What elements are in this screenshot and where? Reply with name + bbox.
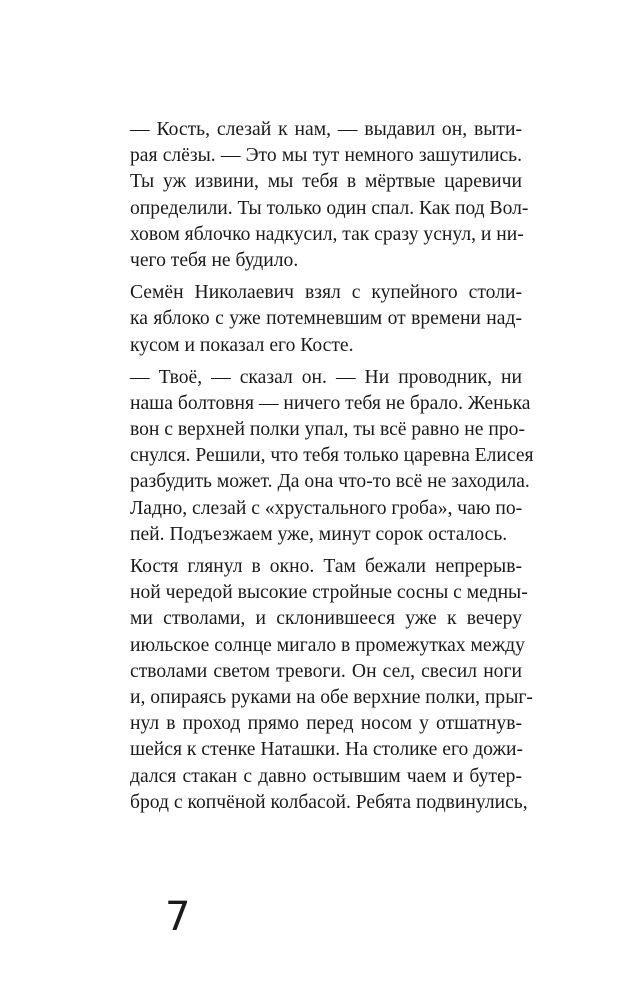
paragraph-1 [130,117,529,274]
paragraph-2 [130,280,522,359]
text-line: дался стакан с давно остывшим чаем и бутер- [130,765,522,787]
text-line: вон с верхней полки упал, ты всё равно не про- [130,419,525,441]
text-line: ной чередой высокие стройные сосны с медны- [130,582,528,604]
text-line: нул в проход прямо перед носом у отшатнув- [130,713,522,735]
text-line: чего тебя не будило. [130,249,299,271]
text-line: — Твоё, — сказал он. — Ни проводник, ни [130,366,522,388]
text-line: июльское солнце мигало в промежутках между [130,634,525,656]
paragraph-4 [130,554,533,816]
body-text [130,117,534,822]
text-line: Костя глянул в окно. Там бежали непрерыв- [130,556,522,577]
text-line: — Кость, слезай к нам, — выдавил он, выти- [130,119,522,140]
text-line: Ладно, слезай с «хрустального гроба», чаю по- [130,497,523,519]
text-line: кусом и показал его Косте. [130,334,354,356]
text-line: ховом яблочко надкусил, так сразу уснул, и ни- [130,223,524,245]
text-line: пей. Подъезжаем уже, минут сорок осталось. [130,523,508,545]
text-line: ми стволами, и склонившееся уже к вечеру [130,608,522,630]
text-line: брод с копчёной колбасой. Ребята подвинулись, [130,791,528,813]
text-line: наша болтовня — ничего тебя не брало. Женька [130,392,531,414]
text-line: снулся. Решили, что тебя только царевна Елисея [130,445,534,467]
text-line: Ты уж извини, мы тебя в мёртвые царевичи [130,171,522,193]
text-line: разбудить может. Да она что-то всё не заходила. [130,471,530,493]
text-line: и, опираясь руками на обе верхние полки, прыг- [130,686,533,708]
text-line: стволами светом тревоги. Он сел, свесил ноги [130,660,522,682]
text-line: шейся к стенке Наташки. На столике его дожи- [130,739,524,761]
text-line: определили. Ты только один спал. Как под Вол- [130,197,529,219]
paragraph-3 [130,365,534,548]
text-line: Семён Николаевич взял с купейного столи- [130,282,522,304]
text-line: рая слёзы. — Это мы тут немного зашутились. [130,145,522,167]
page-number: 7 [165,894,191,940]
text-line: ка яблоко с уже потемневшим от времени над- [130,308,522,330]
